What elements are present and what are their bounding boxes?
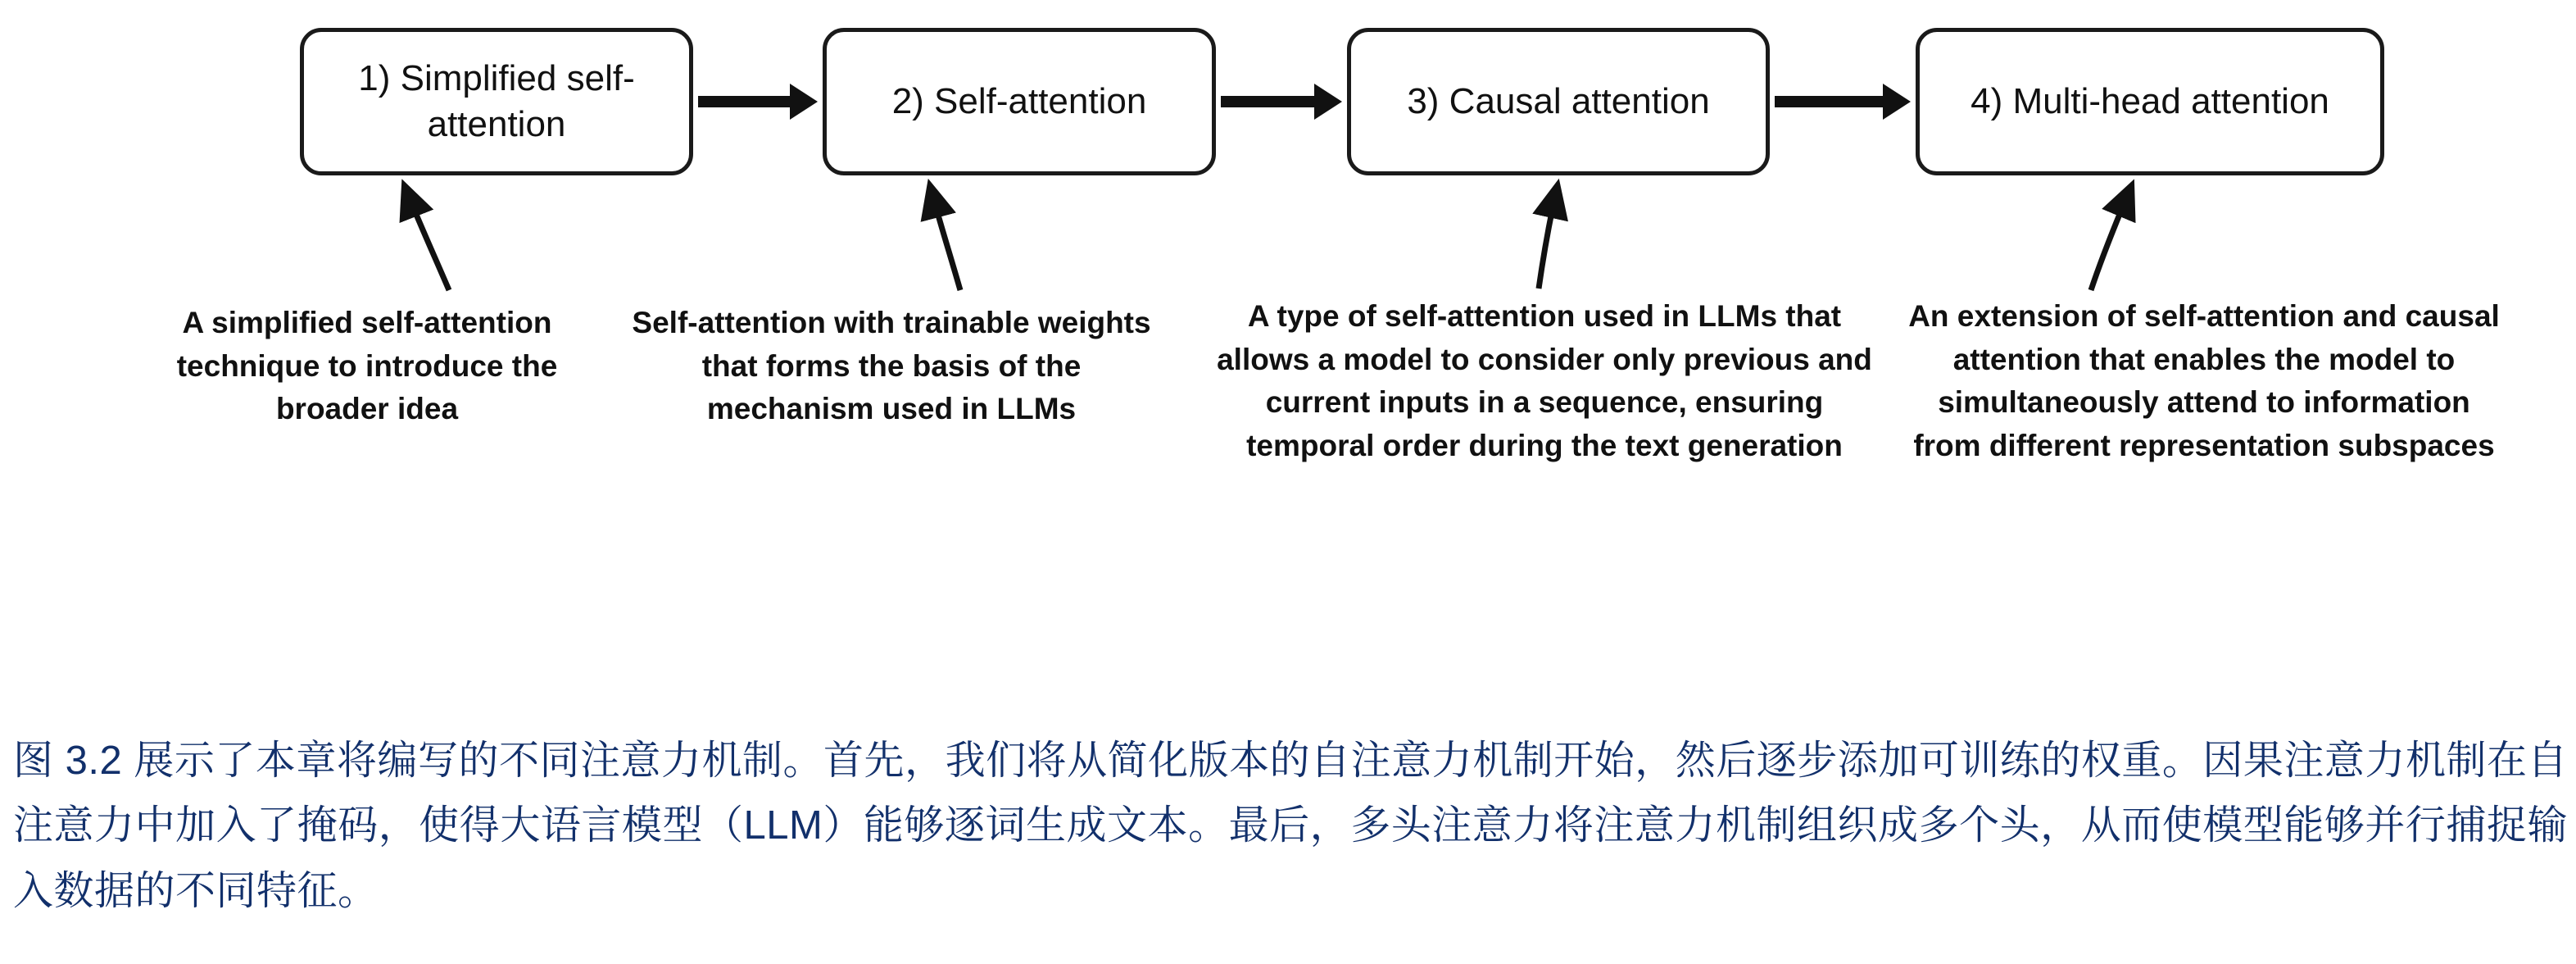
stage-label: 4) Multi-head attention (1971, 80, 2329, 121)
caption-pointer-causal (1475, 174, 1606, 297)
caption-self-attention (629, 302, 1154, 431)
stage-box-simplified-self-attention[interactable] (300, 28, 693, 175)
caption-multi-head-attention (1901, 295, 2507, 467)
stage-box-multi-head-attention[interactable] (1916, 28, 2384, 175)
stage-label: 1) Simplified self-attention (358, 57, 635, 144)
arrow-head-icon (1883, 84, 1911, 120)
caption-pointer-self-attention (885, 174, 1016, 297)
stage-box-self-attention[interactable] (823, 28, 1216, 175)
caption-text: A type of self-attention used in LLMs that allows a model to consider only previous and current inputs in a sequence, ensuring temporal order during the text generation (1217, 299, 1872, 462)
arrow-head-icon (790, 84, 818, 120)
caption-causal-attention (1213, 295, 1876, 467)
caption-text: Self-attention with trainable weights that forms the basis of the mechanism used in LLMs (632, 306, 1151, 426)
arrow-shaft (1221, 96, 1314, 107)
caption-pointer-multi-head (2048, 174, 2179, 297)
caption-simplified-self-attention (123, 302, 611, 431)
arrow-shaft (698, 96, 790, 107)
arrow-shaft (1775, 96, 1883, 107)
figure-description-paragraph: 图 3.2 展示了本章将编写的不同注意力机制。首先，我们将从简化版本的自注意力机制开始，然后逐步添加可训练的权重。因果注意力机制在自注意力中加入了掩码，使得大语言模型（LLM）能够逐词生成文本。最后，多头注意力将注意力机制组织成多个头，从而使模型能够并行捕捉输入数据的不同特征。 (13, 739, 2568, 913)
stage-box-causal-attention[interactable] (1347, 28, 1770, 175)
caption-pointer-simplified (361, 174, 492, 297)
stage-label: 2) Self-attention (891, 80, 1147, 121)
arrow-head-icon (1314, 84, 1342, 120)
caption-text: A simplified self-attention technique to introduce the broader idea (176, 306, 558, 426)
stage-label: 3) Causal attention (1407, 80, 1710, 121)
figure-description-block (13, 689, 2568, 964)
caption-text: An extension of self-attention and causal attention that enables the model to simultaneously attend to information from different representation subspaces (1908, 299, 2500, 462)
